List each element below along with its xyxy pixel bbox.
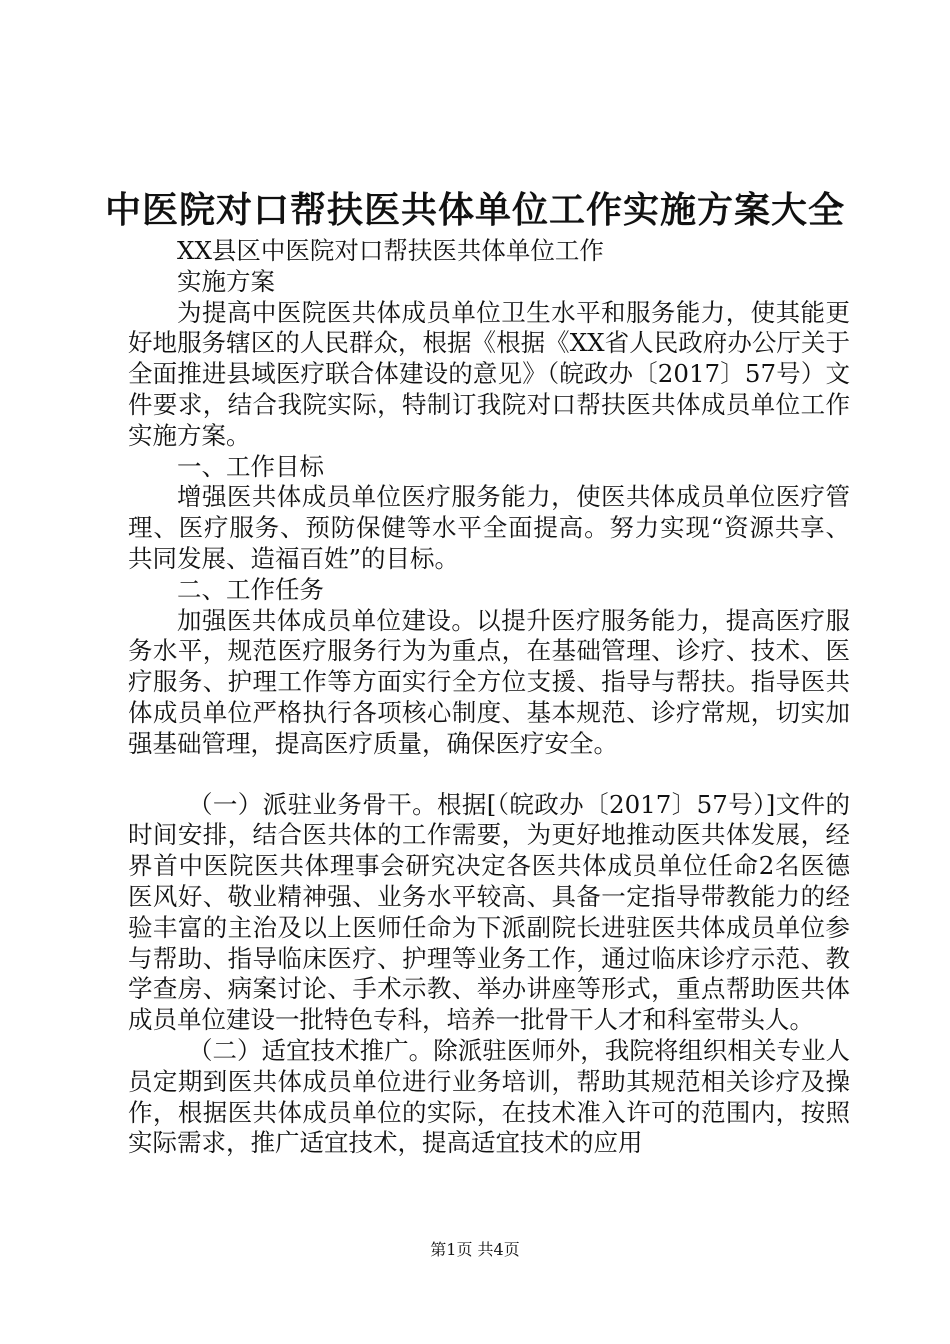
subtitle-line-1: XX县区中医院对口帮扶医共体单位工作 — [177, 236, 604, 265]
page-footer: 第1页 共4页 — [430, 1240, 520, 1259]
document-body — [128, 236, 850, 1159]
tasks-paragraph: 加强医共体成员单位建设。以提升医疗服务能力，提高医疗服务水平，规范医疗服务行为为重点，在基础管理、诊疗、技术、医疗服务、护理工作等方面实行全方位支援、指导与帮扶。指导医共体成员单位严格执行各项核心制度、基本规范、诊疗常规，切实加强基础管理，提高医疗质量，确保医疗安全。 — [128, 605, 850, 758]
document-title: 中医院对口帮扶医共体单位工作实施方案大全 — [104, 189, 845, 231]
paragraph-gap — [128, 760, 850, 790]
task-item-2: （二）适宜技术推广。除派驻医师外，我院将组织相关专业人员定期到医共体成员单位进行业务培训，帮助其规范相关诊疗及操作，根据医共体成员单位的实际，在技术准入许可的范围内，按照实际需求，推广适宜技术，提高适宜技术的应用 — [128, 1035, 850, 1158]
section-heading-tasks: 二、工作任务 — [177, 574, 324, 604]
goals-paragraph: 增强医共体成员单位医疗服务能力，使医共体成员单位医疗管理、医疗服务、预防保健等水平全面提高。努力实现“资源共享、共同发展、造福百姓”的目标。 — [128, 482, 850, 573]
intro-paragraph: 为提高中医院医共体成员单位卫生水平和服务能力，使其能更好地服务辖区的人民群众，根据《根据《XX省人民政府办公厅关于全面推进县域医疗联合体建设的意见》（皖政办〔2017〕57号）文件要求，结合我院实际，特制订我院对口帮扶医共体成员单位工作实施方案。 — [128, 297, 850, 450]
subtitle-line-2: 实施方案 — [177, 266, 275, 296]
task-item-1: （一）派驻业务骨干。根据[（皖政办〔2017〕57号）]文件的时间安排，结合医共体的工作需要，为更好地推动医共体发展，经界首中医院医共体理事会研究决定各医共体成员单位任命2名医德医风好、敬业精神强、业务水平较高、具备一定指导带教能力的经验丰富的主治及以上医师任命为下派副院长进驻医共体成员单位参与帮助、指导临床医疗、护理等业务工作，通过临床诊疗示范、教学查房、病案讨论、手术示教、举办讲座等形式，重点帮助医共体成员单位建设一批特色专科，培养一批骨干人才和科室带头人。 — [128, 789, 850, 1035]
section-heading-goals: 一、工作目标 — [177, 451, 324, 481]
